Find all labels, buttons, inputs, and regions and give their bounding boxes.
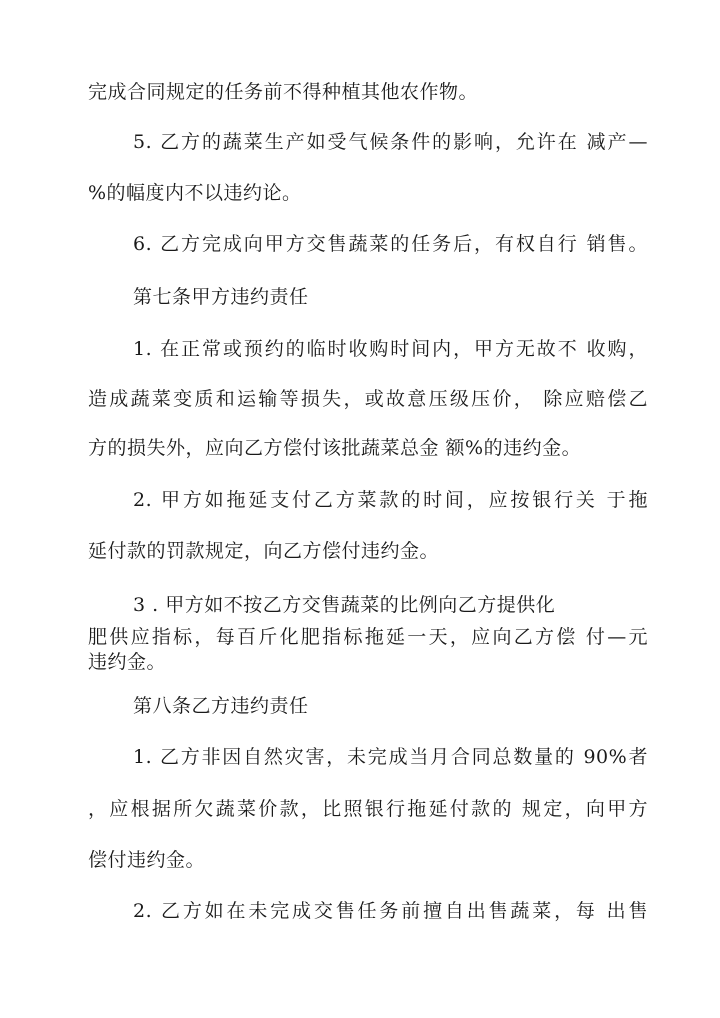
paragraph-line: 偿付违约金。	[88, 849, 206, 871]
paragraph-line: 方的损失外，应向乙方偿付该批蔬菜总金 额%的违约金。	[88, 437, 582, 459]
paragraph-line: 完成合同规定的任务前不得种植其他农作物。	[88, 81, 479, 103]
paragraph-line: 2. 甲方如拖延支付乙方菜款的时间，应按银行关 于拖	[133, 489, 648, 511]
paragraph-line: 1. 乙方非因自然灾害，未完成当月合同总数量的 90%者	[133, 746, 648, 768]
paragraph-line: 1. 在正常或预约的临时收购时间内，甲方无故不 收购，	[133, 338, 648, 360]
paragraph-line: 肥供应指标，每百斤化肥指标拖延一天，应向乙方偿 付—元	[88, 626, 648, 648]
paragraph-line: 3 . 甲方如不按乙方交售蔬菜的比例向乙方提供化	[133, 594, 556, 616]
paragraph-line: 2. 乙方如在未完成交售任务前擅自出售蔬菜，每 出售	[133, 900, 648, 922]
paragraph-line: ，应根据所欠蔬菜价款，比照银行拖延付款的 规定，向甲方	[88, 798, 648, 820]
paragraph-line: 延付款的罚款规定，向乙方偿付违约金。	[88, 540, 440, 562]
paragraph-line: 违约金。	[88, 651, 167, 673]
paragraph-line: 5. 乙方的蔬菜生产如受气候条件的影响，允许在 减产—	[133, 131, 648, 153]
section-heading: 第七条甲方违约责任	[133, 286, 309, 308]
paragraph-line: %的幅度内不以违约论。	[88, 182, 302, 204]
paragraph-line: 6. 乙方完成向甲方交售蔬菜的任务后，有权自行 销售。	[133, 233, 648, 255]
section-heading: 第八条乙方违约责任	[133, 695, 309, 717]
paragraph-line: 造成蔬菜变质和运输等损失，或故意压级压价， 除应赔偿乙	[88, 388, 648, 410]
